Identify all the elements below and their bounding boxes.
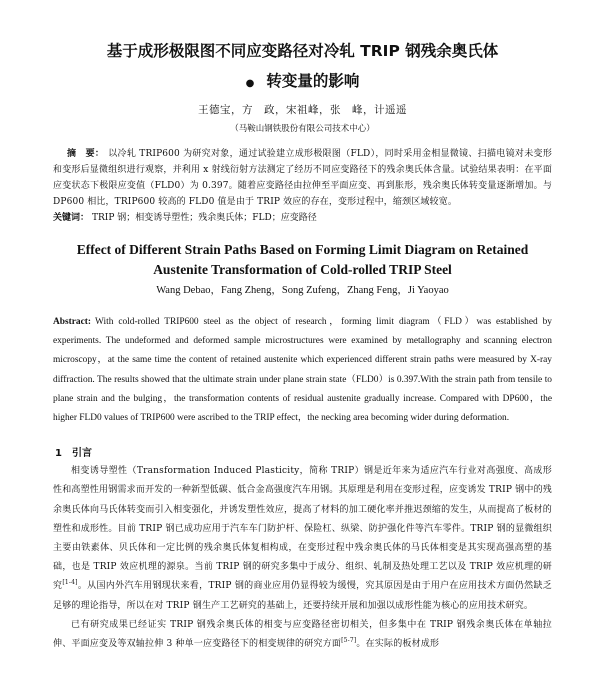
chinese-title-line-1: 基于成形极限图不同应变路径对冷轧 TRIP 钢残余奥氏体 — [106, 42, 499, 60]
citation-1-4: [1-4] — [62, 579, 78, 587]
chinese-abstract — [53, 146, 552, 210]
section-number: 1 — [55, 448, 62, 460]
english-abstract-text: With cold-rolled TRIP600 steel as the object of research，forming limit diagram（FLD）was established by experiments. The undeformed and deformed sample microstructures were examined by metallography and scanning electron microscopy，at the same time the content of retained austenite which experienced different strain paths were measured by X-ray diffraction. The results showed that the ultimate strain under plane strain state（FLD0）is 0.397.With the strain path from tensile to plane strain and the bulging，the transformation contents of residual austenite gradually increase. Compared with DP600，the higher FLD0 values of TRIP600 were ascribed to the TRIP effect，the necking area becoming wider during deformation. — [53, 317, 552, 424]
citation-5-7: [5-7] — [341, 637, 357, 645]
paragraph-2-text-a: 已有研究成果已经证实 TRIP 钢残余奥氏体的相变与应变路径密切相关，但多集中在 TRIP 钢残余奥氏体在单轴拉伸、平面应变及等双轴拉伸 3 种单一应变路径下的相变规律的研究方面 — [53, 619, 552, 650]
chinese-title-line-2 — [53, 66, 552, 99]
chinese-keywords — [53, 210, 552, 226]
chinese-abstract-text: 以冷轧 TRIP600 为研究对象，通过试验建立成形极限图（FLD），同时采用金相显微镜、扫描电镜对未变形和变形后显微组织进行观察，并利用 x 射线衍射方法测定了经历不同应变路径下的残余奥氏体含量。试验结果表明：在平面应变状态下极限应变值（FLD0）为 0.397。随着应变路径由拉伸至平面应变、再到胀形，残余奥氏体转变量逐渐增加。与 DP600 相比，TRIP600 较高的 FLD0 值是由于 TRIP 效应的存在，变形过程中，缩颈区域较宽。 — [53, 149, 552, 207]
chinese-keywords-text: TRIP 钢；相变诱导塑性；残余奥氏体；FLD；应变路径 — [92, 213, 317, 223]
chinese-keywords-label: 关键词： — [53, 213, 90, 223]
chinese-affiliation: （马鞍山钢铁股份有限公司技术中心） — [230, 124, 375, 134]
section-heading-introduction — [55, 444, 552, 459]
english-title: Effect of Different Strain Paths Based on Forming Limit Diagram on Retained Austenite Transformation of Cold-rolled TRIP Steel — [76, 242, 529, 277]
introduction-body — [53, 462, 552, 654]
english-authors: Wang Debao，Fang Zheng，Song Zufeng，Zhang Feng，Ji Yaoyao — [156, 285, 449, 296]
paragraph-1-text-a: 相变诱导塑性（Transformation Induced Plasticity，简称 TRIP）钢是近年来为适应汽车行业对高强度、高成形性和高塑性用钢需求而开发的一种新型低碳、低合金高强度汽车用钢。其原理是利用在变形过程，应变诱发 TRIP 钢中的残余奥氏体向马氏体转变而引入相变强化，并诱发塑性效应，提高了材料的加工硬化率并推迟颈缩的发生，从而提高了板材的塑性和成形性。目前 TRIP 钢已成功应用于汽车车门防护杆、保险杠、纵梁、防护强化件等汽车零件。TRIP 钢的显微组织主要由铁素体、贝氏体和一定比例的残余奥氏体复相构成，在变形过程中残余奥氏体的马氏体相变是其实现高强高塑的基础，也是 TRIP 效应机理的源泉。当前 TRIP 钢的研究多集中于成分、组织、轧制及热处理工艺以及 TRIP 效应机理的研究 — [53, 466, 552, 592]
bullet-dot-icon: ● — [245, 78, 255, 89]
english-abstract-label: Abstract: — [53, 317, 92, 327]
section-title: 引言 — [71, 448, 92, 460]
paragraph-2-text-b: 。在实际的板材成形 — [356, 639, 440, 650]
english-abstract — [53, 313, 552, 428]
chinese-authors: 王德宝，方 政，宋祖峰，张 峰，计遥遥 — [198, 104, 407, 116]
chinese-title-line-2-text: 转变量的影响 — [266, 72, 360, 90]
chinese-abstract-label: 摘 要： — [67, 149, 105, 159]
introduction-paragraph-2 — [53, 616, 552, 654]
introduction-paragraph-1 — [53, 462, 552, 616]
paragraph-1-text-b: 。从国内外汽车用钢现状来看，TRIP 钢的商业应用仍显得较为缓慢，究其原因是由于用户在应用技术方面仍然缺乏足够的理论指导，所以在对 TRIP 钢生产工艺研究的基础上，还要持续开展和加强以成形性能为核心的应用技术研究。 — [53, 581, 553, 611]
